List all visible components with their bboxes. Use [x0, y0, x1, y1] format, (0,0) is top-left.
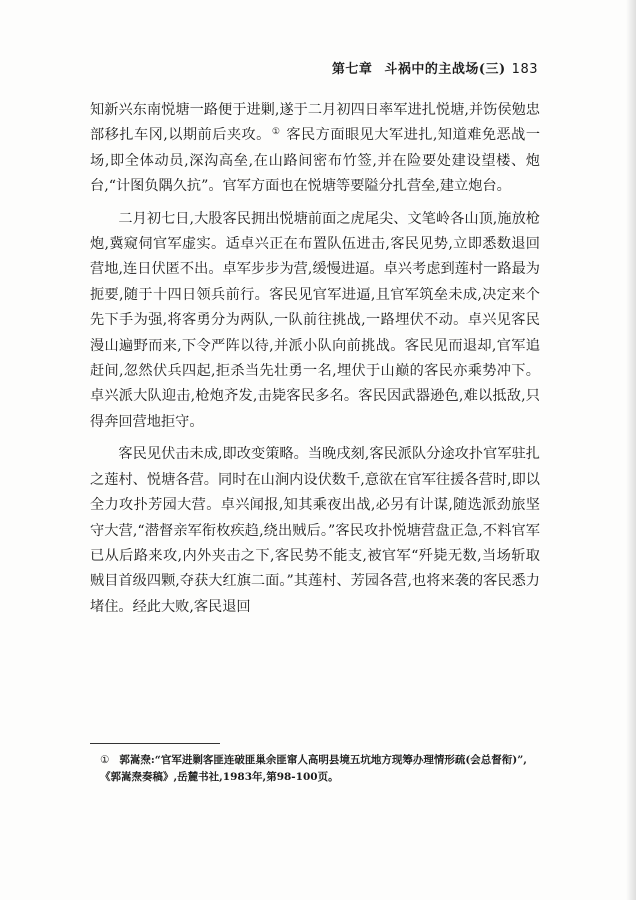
footnote	[100, 752, 540, 786]
footnote-text: 郭嵩焘:“官军进剿客匪连破匪巢余匪窜人高明县境五坑地方现筹办理情形疏(会总督衔)”,《郭嵩焘奏稿》,岳麓书社,1983年,第98-100页。	[100, 754, 527, 783]
paragraph-text: 客民方面眼见大军进扎,知道难免恶战一场,即全体动员,深沟高垒,在山路间密布竹签,并在险要处建设望楼、炮台,“计图负隅久抗”。官军方面也在悦塘等要隘分扎营垒,建立炮台。	[90, 127, 541, 195]
footnote-reference[interactable]: ①	[271, 127, 281, 138]
footnote-mark: ①	[100, 754, 110, 766]
running-header	[332, 58, 538, 77]
body-text	[90, 98, 540, 627]
paragraph-3: 客民见伏击未成,即改变策略。当晚戌刻,客民派队分途攻扑官军驻扎之莲村、悦塘各营。同时在山涧内设伏数千,意欲在官军往援各营时,即以全力攻扑芳园大营。卓兴闻报,知其乘夜出战,必另有计谋,随选派劲旅坚守大营,“潜督亲军衔枚疾趋,绕出贼后。”客民攻扑悦塘营盘正急,不料官军已从后路来攻,内外夹击之下,客民势不能支,被官军“歼毙无数,当场斩取贼目首级四颗,夺获大红旗二面。”其莲村、芳园各营,也将来袭的客民悉力堵住。经此大败,客民退回	[90, 446, 540, 615]
footnote-divider	[90, 743, 220, 744]
paragraph-1	[90, 98, 540, 200]
paragraph-2: 二月初七日,大股客民拥出悦塘前面之虎尾尖、文笔岭各山顶,施放枪炮,冀窥伺官军虚实。适卓兴正在布置队伍进击,客民见势,立即悉数退回营地,连日伏匿不出。卓军步步为营,缓慢进逼。卓兴考虑到莲村一路最为扼要,随于十四日领兵前行。客民见官军进逼,且官军筑垒未成,决定来个先下手为强,将客勇分为两队,一队前往挑战,一路埋伏不动。卓兴见客民漫山遍野而来,下令严阵以待,并派小队向前挑战。客民见而退却,官军追赶间,忽然伏兵四起,拒杀当先壮勇一名,埋伏于山巅的客民亦乘势冲下。卓兴派大队迎击,枪炮齐发,击毙客民多名。客民因武器逊色,难以抵敌,只得奔回营地拒守。	[90, 210, 540, 430]
scan-edge-shadow	[626, 0, 636, 900]
page-number: 183	[511, 62, 538, 77]
chapter-label: 第七章	[331, 62, 373, 77]
paragraph-text: 知新兴东南悦塘一路便于进剿,遂于二月初四日率军进扎悦塘,并饬侯勉忠部移扎车冈,以期前后夹攻。	[90, 102, 540, 144]
chapter-title: 斗祸中的主战场(三)	[384, 62, 506, 77]
